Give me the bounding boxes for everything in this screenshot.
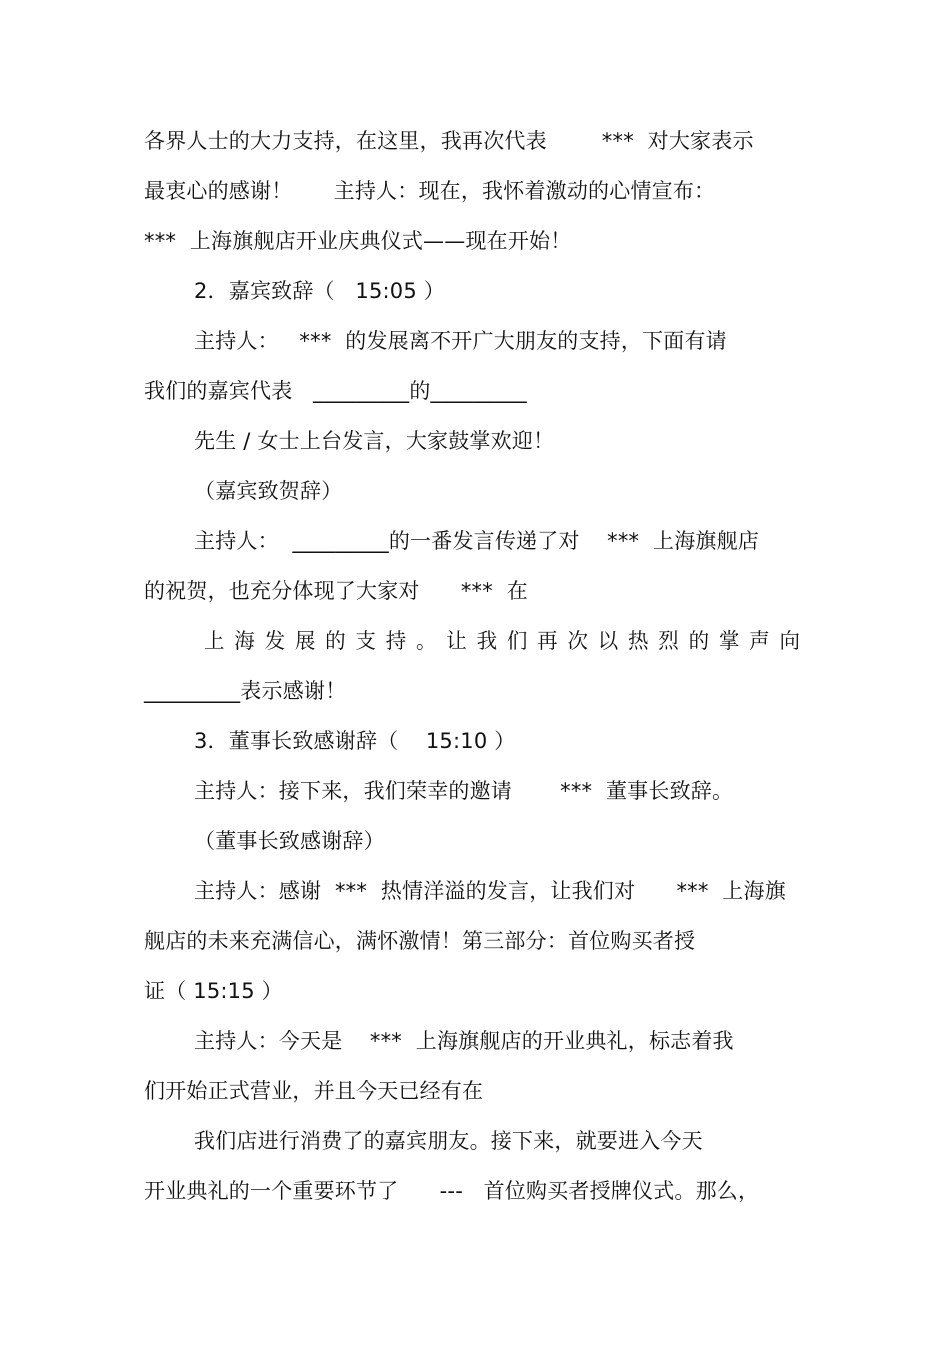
text-line-20: 们开始正式营业，并且今天已经有在 (144, 1079, 484, 1103)
text-line-2: 最衷心的感谢！ 主持人：现在，我怀着激动的心情宣布： (144, 179, 716, 203)
text-line-3: *** 上海旗舰店开业庆典仪式——现在开始！ (144, 229, 572, 253)
text-line-1: 各界人士的大力支持，在这里，我再次代表 *** 对大家表示 (144, 129, 754, 153)
text-line-9: 主持人： _________的一番发言传递了对 *** 上海旗舰店 (194, 529, 760, 553)
text-line-16: 主持人：感谢 *** 热情洋溢的发言，让我们对 *** 上海旗 (194, 879, 786, 903)
text-line-19: 主持人：今天是 *** 上海旗舰店的开业典礼，标志着我 (194, 1029, 734, 1053)
section-heading-chairman-speech: 3．董事长致感谢辞（ 15:10 ） (194, 729, 516, 753)
section-heading-guest-speech: 2．嘉宾致辞（ 15:05 ） (194, 279, 445, 303)
text-line-10: 的祝贺，也充分体现了大家对 *** 在 (144, 579, 528, 603)
text-line-11: 上海发展的支持。让我们再次以热烈的掌声向 (204, 629, 810, 653)
text-line-22: 开业典礼的一个重要环节了 --- 首位购买者授牌仪式。那么， (144, 1179, 760, 1203)
text-line-7: 先生 / 女士上台发言，大家鼓掌欢迎！ (194, 429, 555, 453)
text-line-5: 主持人： *** 的发展离不开广大朋友的支持，下面有请 (194, 329, 727, 353)
text-line-14: 主持人：接下来，我们荣幸的邀请 *** 董事长致辞。 (194, 779, 734, 803)
text-line-18: 证（ 15:15 ） (144, 979, 283, 1003)
text-line-12: _________表示感谢！ (144, 679, 347, 703)
stage-note-chairman-speech: （董事长致感谢辞） (194, 829, 385, 853)
text-line-21: 我们店进行消费了的嘉宾朋友。接下来，就要进入今天 (194, 1129, 703, 1153)
text-line-17: 舰店的未来充满信心，满怀激情！第三部分：首位购买者授 (144, 929, 696, 953)
text-line-6: 我们的嘉宾代表 _________的_________ (144, 379, 527, 403)
stage-note-guest-speech: （嘉宾致贺辞） (194, 479, 343, 503)
